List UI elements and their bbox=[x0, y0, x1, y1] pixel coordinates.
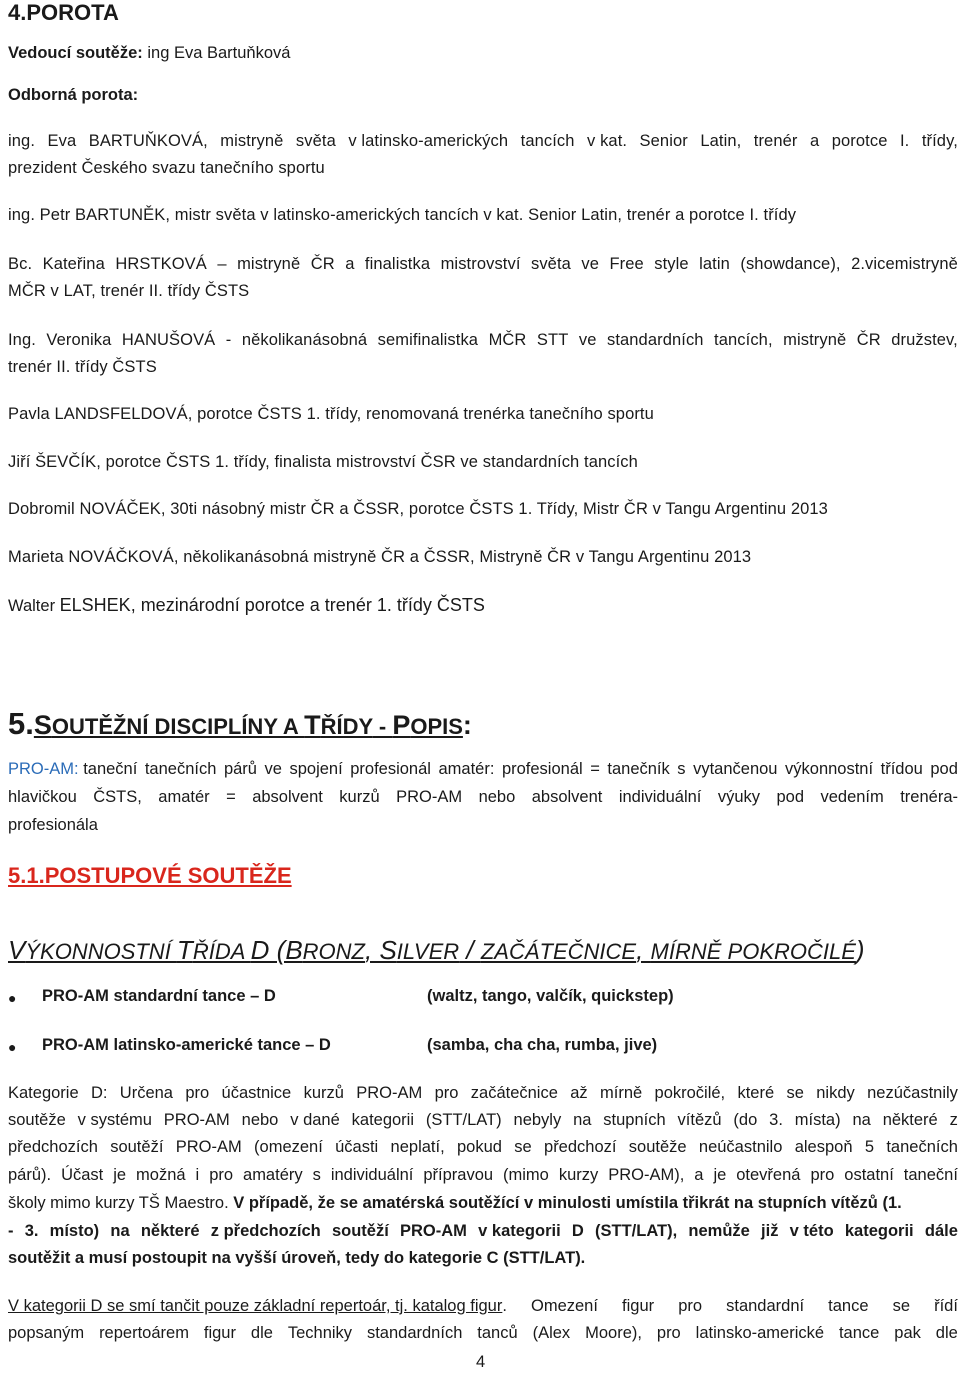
word: mistryně bbox=[237, 255, 301, 273]
word: nikdy bbox=[816, 1084, 855, 1102]
word: družstev, bbox=[891, 331, 958, 349]
word: (mimo bbox=[503, 1166, 549, 1184]
word: alespoň bbox=[794, 1138, 853, 1156]
word: STT bbox=[536, 331, 569, 349]
word: PRO-AM bbox=[396, 788, 463, 806]
word: profesionál bbox=[350, 760, 431, 778]
word: a bbox=[694, 1166, 704, 1184]
word: nezúčastnily bbox=[867, 1084, 958, 1102]
word: v latinsko-amerických bbox=[348, 132, 509, 150]
word: HRSTKOVÁ bbox=[115, 255, 207, 273]
word: Latin, bbox=[700, 132, 742, 150]
word: ing. bbox=[8, 132, 36, 150]
word: účasti bbox=[335, 1138, 379, 1156]
word: předchozích bbox=[8, 1138, 98, 1156]
word: ČR bbox=[310, 255, 335, 273]
word: ve bbox=[264, 760, 282, 778]
discipline-dances: (samba, cha cha, rumba, jive) bbox=[427, 1036, 658, 1054]
word: repertoárem bbox=[99, 1324, 189, 1342]
judge-7-line: Dobromil NOVÁČEK, 30ti násobný mistr ČR a ČSSR, porotce ČSTS 1. Třídy, Mistr ČR v Tangu Argentinu 2013 bbox=[8, 500, 828, 518]
word: vítězů bbox=[677, 1111, 722, 1129]
word: amatér: bbox=[438, 760, 495, 778]
category-paragraph-line: školy mimo kurzy TŠ Maestro. V případě, že se amatérská soutěžící v minulosti umístila třikrát na stupních vítězů (1. bbox=[8, 1194, 902, 1212]
judge-5-line: Pavla LANDSFELDOVÁ, porotce ČSTS 1. třídy, renomovaná trenérka tanečního sportu bbox=[8, 405, 654, 423]
word: ve bbox=[578, 331, 597, 349]
bullet-icon: ● bbox=[8, 990, 17, 1006]
word: semifinalistka bbox=[377, 331, 479, 349]
leader-value: ing Eva Bartuňková bbox=[142, 44, 291, 62]
word: PRO-AM bbox=[356, 1084, 423, 1102]
word: Určena bbox=[119, 1084, 173, 1102]
word: standardní bbox=[726, 1297, 805, 1315]
word: se bbox=[786, 1084, 804, 1102]
word: 3. bbox=[769, 1111, 783, 1129]
subsection-heading-postupove: 5.1.POSTUPOVÉ SOUTĚŽE bbox=[8, 863, 292, 888]
word: neplatí, bbox=[390, 1138, 445, 1156]
word: pro bbox=[209, 1166, 234, 1184]
word: světa bbox=[295, 132, 336, 150]
word: D: bbox=[90, 1084, 108, 1102]
section-heading-disciplines: 5.SOUTĚŽNÍ DISCIPLÍNY A TŘÍDY - POPIS: bbox=[8, 706, 472, 741]
word: 2.vicemistryně bbox=[851, 255, 958, 273]
word: možná bbox=[136, 1166, 186, 1184]
word: PRO-AM), bbox=[608, 1166, 685, 1184]
leader-label: Vedoucí soutěže: bbox=[8, 44, 143, 62]
word: dle bbox=[250, 1324, 273, 1342]
word: amatéry bbox=[243, 1166, 303, 1184]
word: kategorii bbox=[844, 1222, 914, 1240]
discipline-dances: (waltz, tango, valčík, quickstep) bbox=[427, 987, 674, 1005]
word: finalistka bbox=[364, 255, 431, 273]
judge-3-line-1 bbox=[8, 255, 958, 274]
word: vytančenou bbox=[693, 760, 778, 778]
judge-4-line-1 bbox=[8, 331, 958, 350]
word: Techniky bbox=[287, 1324, 353, 1342]
word: (do bbox=[733, 1111, 758, 1129]
word: style bbox=[654, 255, 689, 273]
word: BARTUŇKOVÁ, bbox=[88, 132, 208, 150]
word: Ing. bbox=[8, 331, 36, 349]
word: párů). bbox=[8, 1166, 52, 1184]
word: individuální bbox=[330, 1166, 414, 1184]
word: místo) bbox=[49, 1222, 100, 1240]
judge-6-line: Jiří ŠEVČÍK, porotce ČSTS 1. třídy, finalista mistrovství ČSR ve standardních tancích bbox=[8, 453, 638, 471]
word: standardních bbox=[606, 331, 704, 349]
word: Free bbox=[609, 255, 644, 273]
page-number: 4 bbox=[476, 1353, 486, 1371]
word: výkonnostní bbox=[785, 760, 874, 778]
word: ČR bbox=[856, 331, 881, 349]
repertoire-paragraph-line bbox=[8, 1324, 958, 1343]
word: Senior bbox=[639, 132, 688, 150]
word: soutěží bbox=[110, 1138, 164, 1156]
word: které bbox=[737, 1084, 775, 1102]
word: na bbox=[573, 1111, 592, 1129]
word: - bbox=[8, 1222, 14, 1240]
word: latin bbox=[699, 255, 730, 273]
proam-line-2 bbox=[8, 788, 958, 807]
word: pod bbox=[776, 788, 805, 806]
word: v kat. bbox=[587, 132, 628, 150]
word: s bbox=[677, 760, 686, 778]
word: (Alex bbox=[532, 1324, 571, 1342]
word: některé bbox=[882, 1111, 938, 1129]
word: ve bbox=[581, 255, 599, 273]
judge-1-line-1 bbox=[8, 132, 958, 151]
word: tanců bbox=[477, 1324, 518, 1342]
word: Eva bbox=[47, 132, 77, 150]
word: profesionál bbox=[501, 760, 583, 778]
word: latinsko-americké bbox=[695, 1324, 825, 1342]
word: Účast bbox=[61, 1166, 104, 1184]
word: taneční bbox=[903, 1166, 958, 1184]
word: tance bbox=[828, 1297, 869, 1315]
word: místa) bbox=[794, 1111, 841, 1129]
category-paragraph-line bbox=[8, 1222, 958, 1241]
panel-label: Odborná porota: bbox=[8, 86, 139, 104]
proam-line-3: profesionála bbox=[8, 816, 98, 834]
word: ostatní bbox=[844, 1166, 894, 1184]
judge-4-line-2: trenér II. třídy ČSTS bbox=[8, 358, 157, 376]
category-paragraph-line bbox=[8, 1084, 958, 1103]
word: PRO-AM bbox=[175, 1138, 242, 1156]
word: pro bbox=[810, 1166, 835, 1184]
word: standardních bbox=[366, 1324, 463, 1342]
category-paragraph-line bbox=[8, 1166, 958, 1185]
word: popsaným bbox=[8, 1324, 85, 1342]
word: I. bbox=[899, 132, 910, 150]
category-paragraph-line: soutěžit a musí postoupit na vyšší úroveň, tedy do kategorie C (STT/LAT). bbox=[8, 1249, 586, 1267]
repertoire-rule: V kategorii D se smí tančit pouze základní repertoár, tj. katalog figur bbox=[8, 1297, 503, 1315]
discipline-item bbox=[8, 1036, 958, 1060]
word: (STT/LAT) bbox=[425, 1111, 502, 1129]
word: předchozí bbox=[544, 1138, 617, 1156]
word: figur bbox=[622, 1297, 655, 1315]
word: absolvent bbox=[531, 788, 603, 806]
word: porotce bbox=[831, 132, 888, 150]
word: pro bbox=[185, 1084, 210, 1102]
word: Kateřina bbox=[42, 255, 105, 273]
class-heading: VÝKONNOSTNÍ TŘÍDA D (BRONZ, SILVER / ZAČÁTEČNICE, MÍRNĚ POKROČILÉ) bbox=[8, 935, 865, 965]
word: z bbox=[949, 1111, 958, 1129]
word: absolvent bbox=[252, 788, 323, 806]
word: vedením bbox=[820, 788, 884, 806]
word: 5 bbox=[864, 1138, 875, 1156]
word: řídí bbox=[934, 1297, 958, 1315]
word: výuky bbox=[717, 788, 761, 806]
word: tanečník bbox=[607, 760, 670, 778]
word: neúčastnilo bbox=[698, 1138, 783, 1156]
word: třídy, bbox=[921, 132, 958, 150]
word: - bbox=[225, 331, 232, 349]
proam-line-1: PRO-AM: taneční tanečních párů ve spojení profesionál amatér: profesionál = tanečník s vytančenou výkonnostní třídou pod bbox=[8, 760, 958, 778]
word: spojení bbox=[289, 760, 343, 778]
word: dále bbox=[924, 1222, 958, 1240]
word: hlavičkou bbox=[8, 788, 77, 806]
word: přípravou bbox=[423, 1166, 494, 1184]
category-paragraph-line bbox=[8, 1138, 958, 1157]
word: kurzů bbox=[303, 1084, 344, 1102]
word: pro bbox=[656, 1324, 681, 1342]
word: světa bbox=[530, 255, 571, 273]
discipline-name: PRO-AM standardní tance – D bbox=[42, 987, 276, 1005]
word: pod bbox=[930, 760, 958, 778]
word: je bbox=[113, 1166, 127, 1184]
discipline-item bbox=[8, 987, 958, 1011]
word: trenér bbox=[753, 132, 798, 150]
word: kurzy bbox=[558, 1166, 599, 1184]
word: dle bbox=[935, 1324, 958, 1342]
word: pak bbox=[894, 1324, 921, 1342]
word: pokud bbox=[456, 1138, 502, 1156]
word: PRO-AM bbox=[400, 1222, 467, 1240]
word: D bbox=[571, 1222, 584, 1240]
word: soutěže bbox=[628, 1138, 687, 1156]
word: v dané bbox=[290, 1111, 340, 1129]
word: je bbox=[713, 1166, 727, 1184]
word: několikanásobná bbox=[241, 331, 368, 349]
word: mistryně bbox=[220, 132, 284, 150]
word: = bbox=[590, 760, 600, 778]
word: již bbox=[761, 1222, 779, 1240]
word: nemůže bbox=[688, 1222, 750, 1240]
discipline-name: PRO-AM latinsko-americké tance – D bbox=[42, 1036, 331, 1054]
word: nebyly bbox=[513, 1111, 562, 1129]
word: soutěže bbox=[8, 1111, 66, 1129]
word: a bbox=[345, 255, 355, 273]
word: (showdance), bbox=[740, 255, 841, 273]
word: pokročilé, bbox=[654, 1084, 726, 1102]
word: PRO-AM bbox=[163, 1111, 230, 1129]
judge-2-line: ing. Petr BARTUNĚK, mistr světa v latinsko-amerických tancích v kat. Senior Latin, trenér a porotce I. třídy bbox=[8, 206, 797, 224]
word: 3. bbox=[24, 1222, 39, 1240]
leader-line bbox=[8, 44, 290, 63]
word: kurzů bbox=[339, 788, 380, 806]
word: kategorii bbox=[351, 1111, 415, 1129]
word: na bbox=[110, 1222, 130, 1240]
judge-1-line-2: prezident Českého svazu tanečního sportu bbox=[8, 159, 325, 177]
word: v kategorii bbox=[478, 1222, 561, 1240]
word: Omezení bbox=[531, 1297, 598, 1315]
word: tancích bbox=[520, 132, 575, 150]
word: (STT/LAT), bbox=[595, 1222, 678, 1240]
word: soutěží bbox=[331, 1222, 389, 1240]
word: a bbox=[809, 132, 820, 150]
word: Moore), bbox=[585, 1324, 642, 1342]
word: se bbox=[892, 1297, 911, 1315]
word: Veronika bbox=[46, 331, 112, 349]
word: účastnice bbox=[221, 1084, 292, 1102]
word: s bbox=[312, 1166, 321, 1184]
judge-3-line-2: MČR v LAT, trenér II. třídy ČSTS bbox=[8, 282, 250, 300]
word: tanečních bbox=[886, 1138, 958, 1156]
word: začátečnice bbox=[470, 1084, 558, 1102]
word: otevřená bbox=[736, 1166, 801, 1184]
word: některé bbox=[140, 1222, 200, 1240]
word: trenéra- bbox=[900, 788, 958, 806]
word: HANUŠOVÁ bbox=[121, 331, 216, 349]
word: MČR bbox=[488, 331, 527, 349]
word: individuální bbox=[618, 788, 702, 806]
word: tanečních bbox=[144, 760, 217, 778]
word: se bbox=[514, 1138, 532, 1156]
category-paragraph-line bbox=[8, 1111, 958, 1130]
word: až bbox=[570, 1084, 588, 1102]
word: i bbox=[195, 1166, 200, 1184]
word: třídou bbox=[880, 760, 923, 778]
word: nebo bbox=[478, 788, 516, 806]
word: pro bbox=[678, 1297, 703, 1315]
word: v této bbox=[789, 1222, 834, 1240]
repertoire-paragraph-line: V kategorii D se smí tančit pouze základní repertoár, tj. katalog figur. Omezení figur pro standardní tance se řídí bbox=[8, 1297, 958, 1315]
word: amatér bbox=[158, 788, 210, 806]
word: mistrovství bbox=[440, 255, 521, 273]
word: figur bbox=[203, 1324, 236, 1342]
word: v systému bbox=[77, 1111, 152, 1129]
bullet-icon: ● bbox=[8, 1039, 17, 1055]
section-heading-porota: 4.POROTA bbox=[8, 0, 119, 25]
word: nebo bbox=[241, 1111, 279, 1129]
word: (omezení bbox=[254, 1138, 323, 1156]
word: tance bbox=[838, 1324, 880, 1342]
judge-8-line: Marieta NOVÁČKOVÁ, několikanásobná mistryně ČR a ČSSR, Mistryně ČR v Tangu Argentinu 2013 bbox=[8, 548, 752, 566]
word: mistryně bbox=[783, 331, 847, 349]
word: Bc. bbox=[8, 255, 33, 273]
word: mírně bbox=[600, 1084, 643, 1102]
word: stupních bbox=[603, 1111, 666, 1129]
word: z předchozích bbox=[210, 1222, 321, 1240]
proam-label: PRO-AM: bbox=[8, 760, 79, 778]
word: = bbox=[226, 788, 236, 806]
word: Kategorie bbox=[8, 1084, 79, 1102]
word: ČSTS, bbox=[93, 788, 142, 806]
word: tancích, bbox=[714, 331, 773, 349]
judge-9-line: Walter ELSHEK, mezinárodní porotce a trenér 1. třídy ČSTS bbox=[8, 595, 485, 615]
word: na bbox=[852, 1111, 871, 1129]
word: párů bbox=[223, 760, 257, 778]
word: pro bbox=[434, 1084, 459, 1102]
word: – bbox=[217, 255, 227, 273]
